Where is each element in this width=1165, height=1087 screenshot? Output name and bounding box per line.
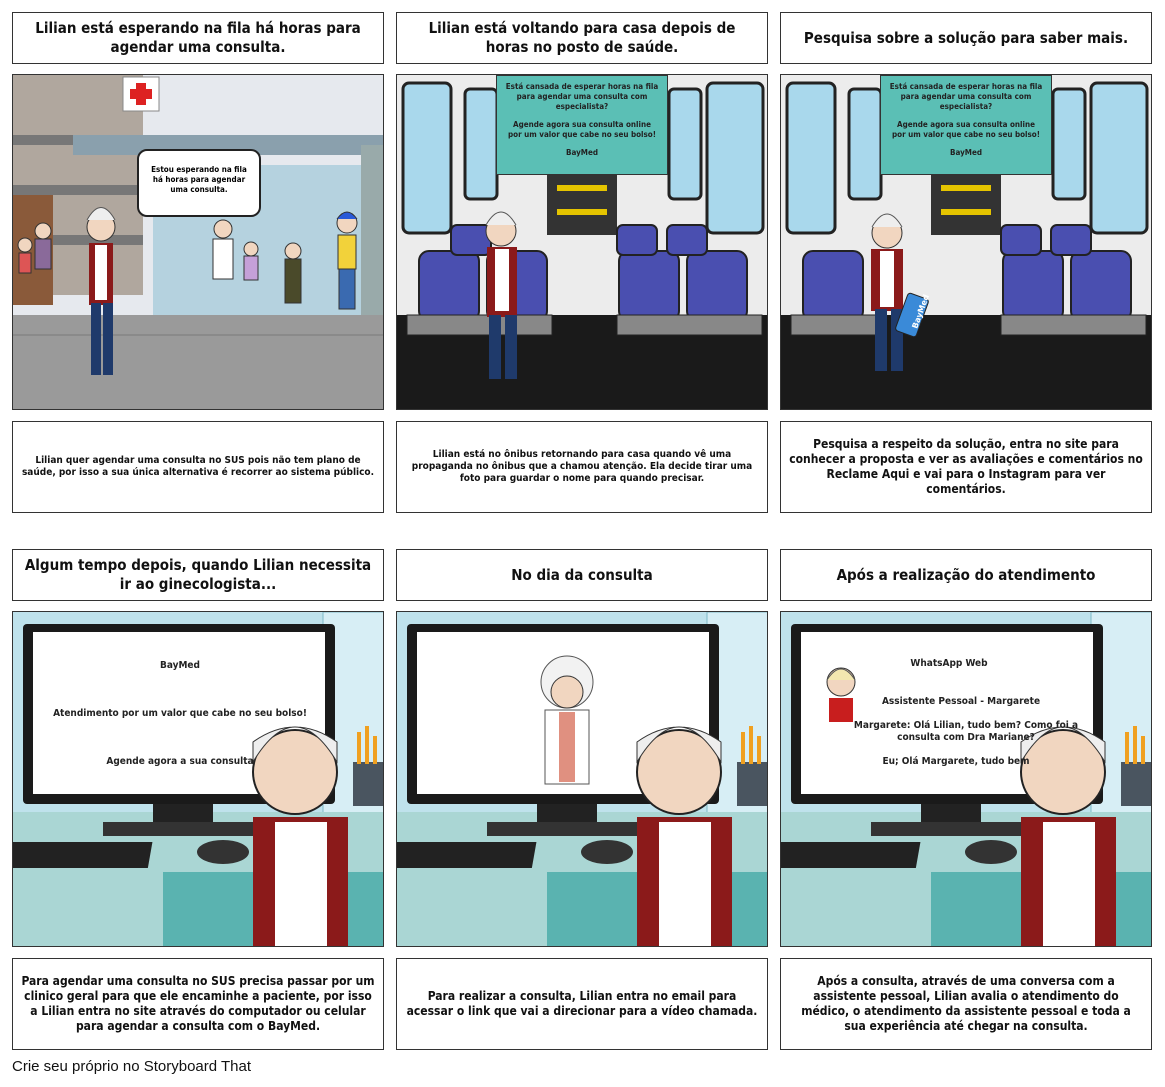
health-post-illustration xyxy=(13,75,384,410)
screen-app-name: WhatsApp Web xyxy=(910,658,988,669)
panel-6-title: Após a realização do atendimento xyxy=(780,549,1152,601)
video-call-illustration xyxy=(397,612,768,947)
panel-3-scene xyxy=(780,74,1152,410)
footer-credit[interactable]: Crie seu próprio no Storyboard That xyxy=(12,1058,252,1075)
panel-3-title: Pesquisa sobre a solução para saber mais. xyxy=(780,12,1152,64)
screen-brand: BayMed xyxy=(160,660,200,671)
panel-4-title: Algum tempo depois, quando Lilian necessita ir ao ginecologista... xyxy=(12,549,384,601)
panel-6-description: Após a consulta, através de uma conversa com a assistente pessoal, Lilian avalia o atendimento do médico, o atendimento da assistente pessoal e toda a sua experiência até chegar na consulta. xyxy=(780,958,1152,1050)
chat-message-assistant: Margarete: Olá Lilian, tudo bem? Como foi a consulta com Dra Mariane? xyxy=(853,720,1079,743)
screen-cta: Agende agora a sua consulta xyxy=(106,756,254,767)
bus-ad-poster xyxy=(496,75,668,175)
chat-message-user: Eu; Olá Margarete, tudo bem xyxy=(882,756,1030,767)
chat-contact-name: Assistente Pessoal - Margarete xyxy=(881,696,1041,707)
panel-5-description: Para realizar a consulta, Lilian entra no email para acessar o link que vai a direcionar para a vídeo chamada. xyxy=(396,958,768,1050)
panel-2-title: Lilian está voltando para casa depois de horas no posto de saúde. xyxy=(396,12,768,64)
panel-2-description: Lilian está no ônibus retornando para casa quando vê uma propaganda no ônibus que a chamou atenção. Ela decide tirar uma foto para guardar o nome para quando precisar. xyxy=(396,421,768,513)
panel-2-scene xyxy=(396,74,768,410)
panel-5-scene xyxy=(396,611,768,947)
panel-5-title: No dia da consulta xyxy=(396,549,768,601)
panel-1-scene xyxy=(12,74,384,410)
panel-4-description: Para agendar uma consulta no SUS precisa passar por um clinico geral para que ele encaminhe a paciente, por isso a Lilian entra no site através do computador ou celular para agendar a consulta com o BayMed. xyxy=(12,958,384,1050)
poster-brand: BayMed xyxy=(950,148,982,157)
panel-1-title: Lilian está esperando na fila há horas para agendar uma consulta. xyxy=(12,12,384,64)
speech-bubble: Estou esperando na fila há horas para agendar uma consulta. xyxy=(137,149,261,217)
poster-offer: Agende agora sua consulta online por um valor que cabe no seu bolso! xyxy=(891,120,1041,139)
panel-1-description: Lilian quer agendar uma consulta no SUS pois não tem plano de saúde, por isso a sua única alternativa é recorrer ao sistema público. xyxy=(12,421,384,513)
panel-3-description: Pesquisa a respeito da solução, entra no site para conhecer a proposta e ver as avaliações e comentários no Reclame Aqui e vai para o Instagram para ver comentários. xyxy=(780,421,1152,513)
panel-6-scene xyxy=(780,611,1152,947)
poster-offer: Agende agora sua consulta online por um valor que cabe no seu bolso! xyxy=(507,120,657,139)
bus-ad-poster xyxy=(880,75,1052,175)
panel-4-scene xyxy=(12,611,384,947)
phone-screen-label: BayMed xyxy=(910,293,932,330)
poster-question: Está cansada de esperar horas na fila para agendar uma consulta com especialista? xyxy=(505,82,659,111)
screen-slogan: Atendimento por um valor que cabe no seu bolso! xyxy=(53,708,307,719)
poster-brand: BayMed xyxy=(566,148,598,157)
poster-question: Está cansada de esperar horas na fila para agendar uma consulta com especialista? xyxy=(889,82,1043,111)
